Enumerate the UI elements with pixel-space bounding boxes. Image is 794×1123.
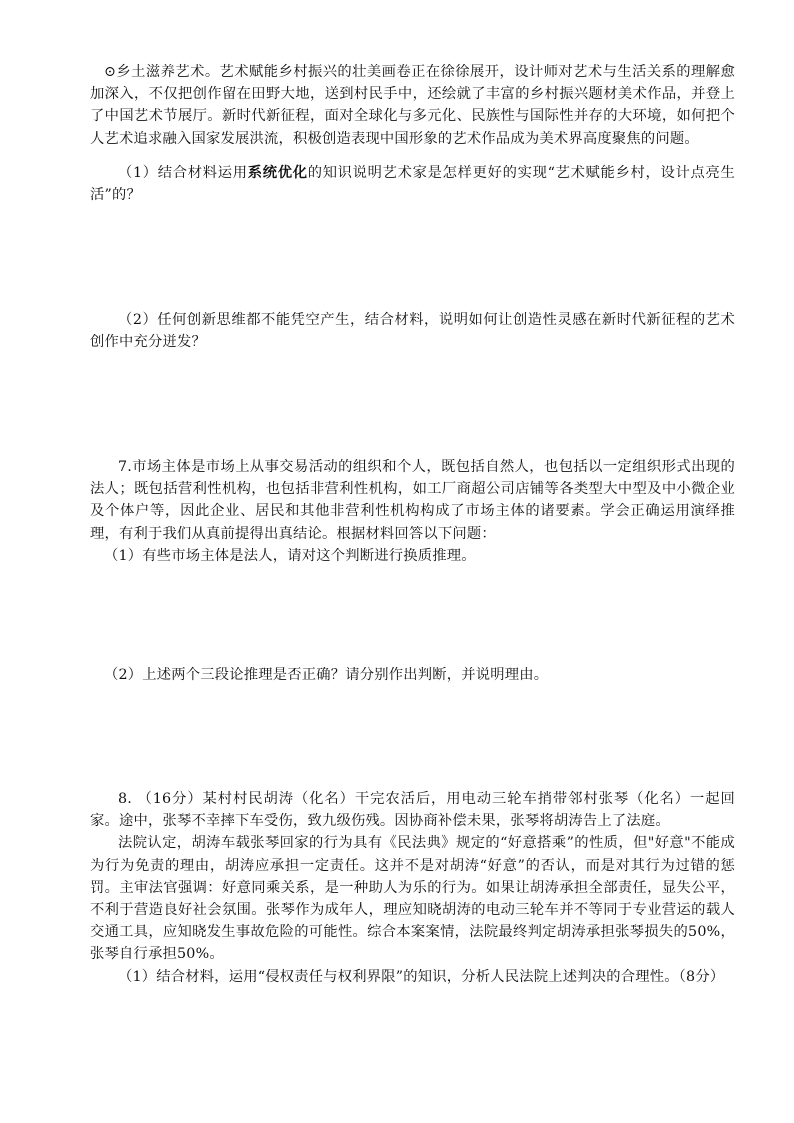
- section8-paragraph2: [90, 832, 735, 965]
- section6-question1: [90, 162, 735, 206]
- section6-q1-text-after: 的知识说明艺术家是怎样更好的实现“艺术赋能乡村，设计点亮生活”的？: [90, 165, 735, 204]
- section7-q1-text: （1）有些市场主体是法人，请对这个判断进行换质推理。: [104, 547, 476, 564]
- section7-question2: [90, 664, 735, 686]
- section7-q2-text: （2）上述两个三段论推理是否正确？请分别作出判断，并说明理由。: [104, 667, 549, 683]
- section8-material: [90, 788, 735, 988]
- section6-q1-bold-term: 系统优化: [247, 165, 308, 181]
- section8-q1-text: （1）结合材料，运用“侵权责任与权利界限”的知识，分析人民法院上述判决的合理性。（8分）: [118, 968, 725, 985]
- section7-intro-text: 7.市场主体是市场上从事交易活动的组织和个人，既包括自然人，也包括以一定组织形式出现的法人；既包括营利性机构，也包括非营利性机构，如工厂商超公司店铺等各类型大中型及中小微企业及个体户等，因此企业、居民和其他非营利性机构构成了市场主体的诸要素。学会正确运用演绎推理，有利于我们从真前提得出真结论。根据材料回答以下问题：: [90, 459, 735, 542]
- section7-material: [90, 456, 735, 567]
- section6-intro-text: ⊙乡土滋养艺术。艺术赋能乡村振兴的壮美画卷正在徐徐展开，设计师对艺术与生活关系的理解愈加深入，不仅把创作留在田野大地，送到村民手中，还绘就了丰富的乡村振兴题材美术作品，并登上了中国艺术节展厅。新时代新征程，面对全球化与多元化、民族性与国际性并存的大环境，如何把个人艺术追求融入国家发展洪流，积极创造表现中国形象的艺术作品成为美术界高度聚焦的问题。: [90, 64, 735, 147]
- section7-question1: [90, 545, 735, 567]
- section6-q1-text-before: （1）结合材料运用: [118, 165, 248, 181]
- section6-material: [90, 61, 735, 150]
- section8-paragraph1: [90, 788, 735, 832]
- section6-question2: [90, 309, 735, 353]
- section8-question1: [90, 966, 735, 988]
- section6-q2-text: （2）任何创新思维都不能凭空产生，结合材料，说明如何让创造性灵感在新时代新征程的艺术创作中充分迸发？: [90, 312, 735, 351]
- section8-p1-text: 8. （16分）某村村民胡涛（化名）干完农活后，用电动三轮车捎带邻村张琴（化名）一起回家。途中，张琴不幸摔下车受伤，致九级伤残。因协商补偿未果，张琴将胡涛告上了法庭。: [90, 791, 735, 830]
- section8-p2-text: 法院认定，胡涛车载张琴回家的行为具有《民法典》规定的“好意搭乘”的性质，但"好意"不能成为行为免责的理由，胡涛应承担一定责任。这并不是对胡涛“好意”的否认，而是对其行为过错的惩罚。主审法官强调：好意同乘关系，是一种助人为乐的行为。如果让胡涛承担全部责任，显失公平，不利于营造良好社会氛围。张琴作为成年人，理应知晓胡涛的电动三轮车并不等同于专业营运的载人交通工具，应知晓发生事故危险的可能性。综合本案案情，法院最终判定胡涛承担张琴损失的50%，张琴自行承担50%。: [90, 835, 735, 963]
